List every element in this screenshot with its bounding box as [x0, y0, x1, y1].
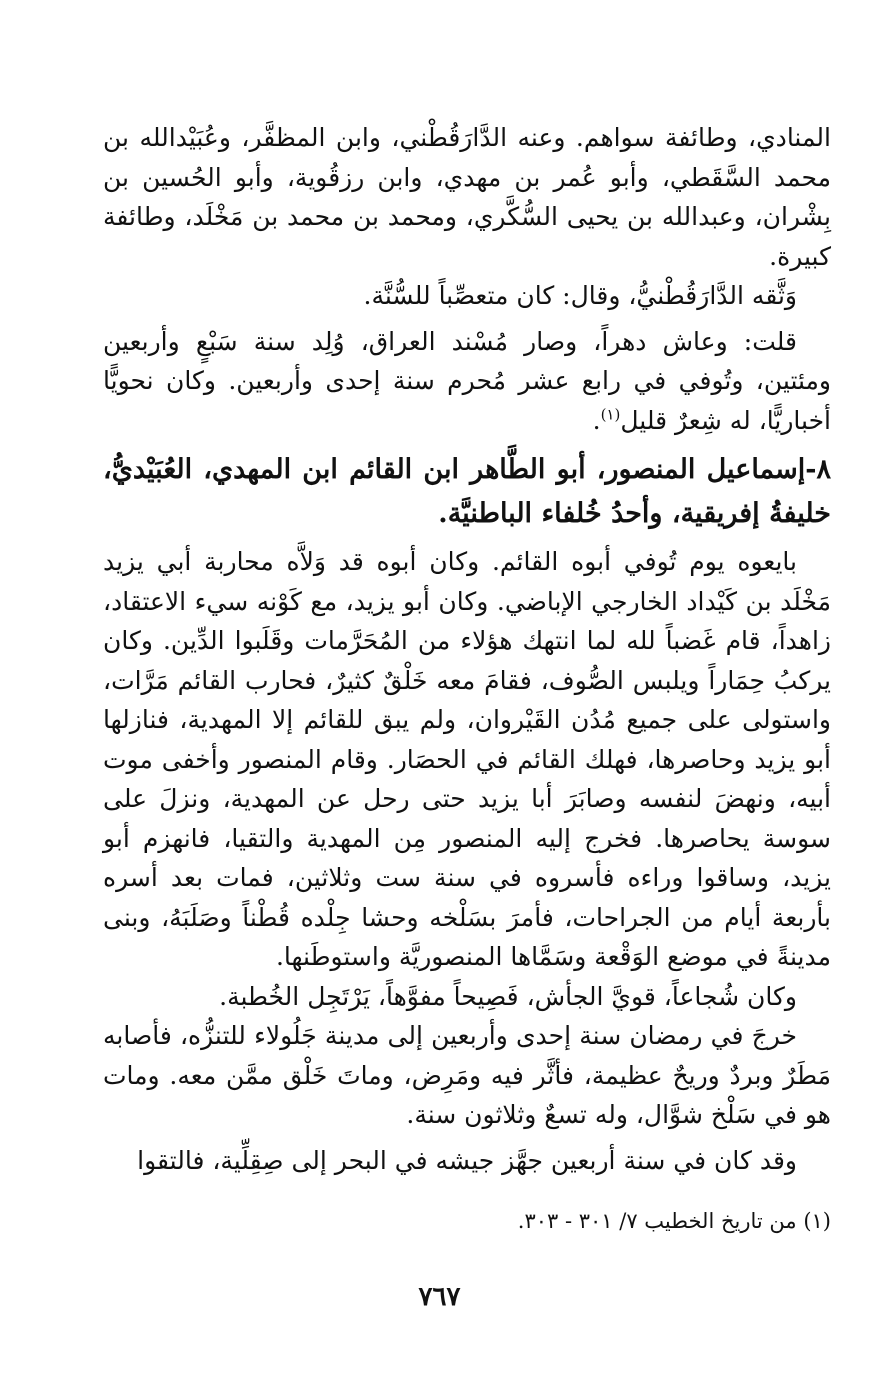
footnote-reference: (١): [600, 405, 621, 424]
paragraph-death: خرجَ في رمضان سنة إحدى وأربعين إلى مدينة جَلُولاء للتنزُّه، فأصابه مَطَرٌ وبردٌ وريحٌ عظيمة، فأثَّر فيه ومَرِض، وماتَ خَلْق ممَّن معه. ومات هو في سَلْخ شوَّال، وله تسعٌ وثلاثون سنة.: [103, 1021, 831, 1129]
main-text-block: [103, 118, 831, 1180]
paragraph-character: وكان شُجاعاً، قويَّ الجأش، فَصِيحاً مفوَّهاً، يَرْتَجِل الخُطبة.: [219, 981, 797, 1011]
paragraph-narrators: المنادي، وطائفة سواهم. وعنه الدَّارَقُطْني، وابن المظفَّر، وعُبَيْدالله بن محمد السَّقَطي، وأبو عُمر بن مهدي، وابن رزقُوية، وأبو الحُسين بن بِشْران، وعبدالله بن يحيى السُّكَّري، ومحمد بن محمد بن مَخْلَد، وطائفة كبيرة.: [103, 123, 831, 271]
page-number: ٧٦٧: [418, 1282, 461, 1312]
paragraph-qult: [103, 322, 831, 441]
entry-heading: ٨-إسماعيل المنصور، أبو الطَّاهر ابن القائم ابن المهدي، العُبَيْديُّ، خليفةُ إفريقية، وأحدُ خُلفاء الباطنيَّة.: [103, 454, 831, 529]
paragraph-sicily: وقد كان في سنة أربعين جهَّز جيشه في البحر إلى صِقِلِّية، فالتقوا: [137, 1145, 797, 1175]
paragraph-qult-text: قلت: وعاش دهراً، وصار مُسْند العراق، وُلِد سنة سَبْعٍ وأربعين ومئتين، وتُوفي في رابع عشر مُحرم سنة إحدى وأربعين. وكان نحويًّا أخباريًّا، له شِعرٌ قليل: [103, 326, 831, 435]
paragraph-tawthiq: وَثَّقه الدَّارَقُطْنيُّ، وقال: كان متعصِّباً للسُّنَّة.: [363, 281, 797, 310]
paragraph-bayah: بايعوه يوم تُوفي أبوه القائم. وكان أبوه قد وَلاَّه محاربة أبي يزيد مَخْلَد بن كَيْداد الخارجي الإباضي. وكان أبو يزيد، مع كَوْنه سيء الاعتقاد، زاهداً، قام غَضباً لله لما انتهك هؤلاء من المُحَرَّمات وقَلَبوا الدِّين. وكان يركبُ حِمَاراً ويلبس الصُّوف، فقامَ معه خَلْقٌ كثيرٌ، فحارب القائم مَرَّات، واستولى على جميع مُدُن القَيْروان، ولم يبق للقائم إلا المهدية، فنازلها أبو يزيد وحاصرها، فهلك القائم في الحصَار. وقام المنصور وأخفى موت أبيه، ونهضَ لنفسه وصابَرَ أبا يزيد حتى رحل عن المهدية، ونزلَ على سوسة يحاصرها. فخرج إليه المنصور مِن المهدية والتقيا، فانهزم أبو يزيد، وساقوا وراءه فأسروه في سنة ست وثلاثين، فمات بعد أسره بأربعة أيام من الجراحات، فأمرَ بسَلْخه وحشا جِلْده قُطْناً وصَلَبَهُ، وبنى مدينةً في موضع الوَقْعة وسَمَّاها المنصوريَّة واستوطَنها.: [103, 547, 831, 971]
paragraph-qult-end: .: [592, 405, 601, 435]
footnote: (١) من تاريخ الخطيب ٧/ ٣٠١ - ٣٠٣.: [517, 1209, 831, 1233]
